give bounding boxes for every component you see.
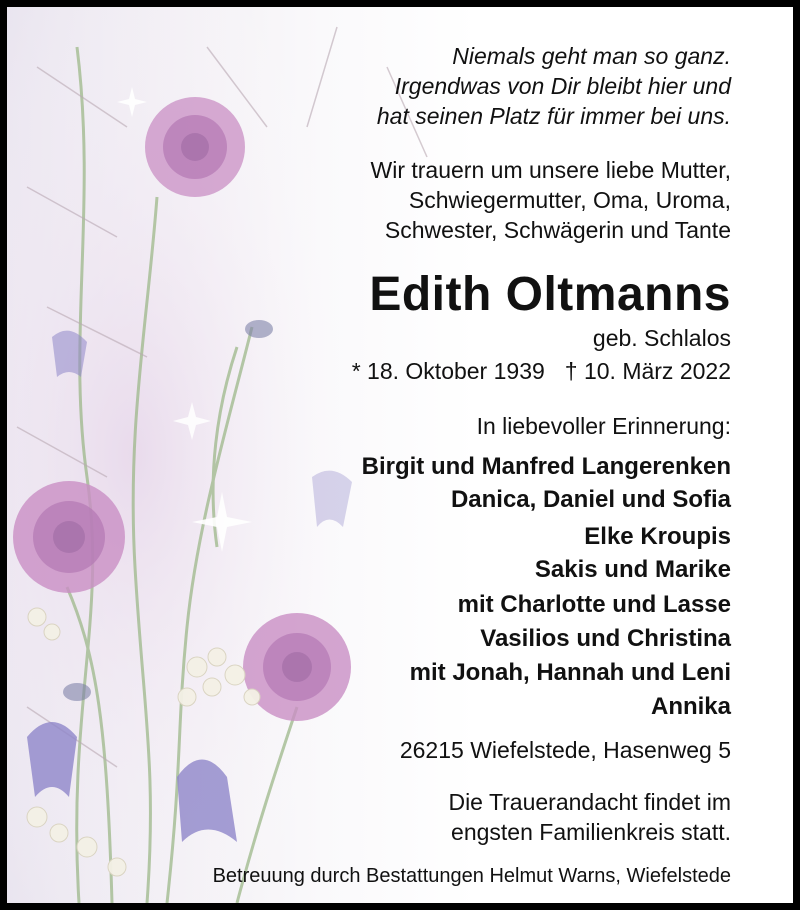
intro-line: Wir trauern um unsere liebe Mutter, (370, 157, 731, 183)
service-note-line: Die Trauerandacht findet im (448, 789, 731, 815)
mourner-line: Sakis und Marike (534, 556, 731, 583)
mourner-line: Danica, Daniel und Sofia (450, 486, 731, 513)
poem-line: Irgendwas von Dir bleibt hier und (394, 73, 731, 99)
mourner-line: Annika (650, 693, 731, 720)
intro-line: Schwiegermutter, Oma, Uroma, (408, 187, 731, 213)
pink-flower-icon (145, 97, 245, 197)
mourner-line: Elke Kroupis (584, 523, 731, 550)
address: 26215 Wiefelstede, Hasenweg 5 (399, 737, 731, 763)
life-dates (352, 358, 731, 385)
poem-line: Niemals geht man so ganz. (452, 43, 731, 69)
intro-line: Schwester, Schwägerin und Tante (384, 217, 731, 243)
pink-flower-icon (13, 481, 125, 593)
remembrance-label: In liebevoller Erinnerung: (476, 413, 731, 439)
pink-flower-icon (243, 613, 351, 721)
mourner-line: mit Charlotte und Lasse (457, 591, 731, 618)
mourner-line: Vasilios und Christina (480, 625, 731, 652)
bellflower-icon (27, 722, 77, 797)
poem-line: hat seinen Platz für immer bei uns. (376, 103, 731, 129)
mourner-line: Birgit und Manfred Langerenken (361, 453, 731, 480)
mourner-line: mit Jonah, Hannah und Leni (409, 659, 731, 686)
service-note-line: engsten Familienkreis statt. (451, 819, 731, 845)
bellflower-icon (52, 331, 87, 377)
death-date: † 10. März 2022 (564, 358, 731, 384)
birth-name: geb. Schlalos (592, 325, 731, 351)
deceased-name: Edith Oltmanns (369, 268, 731, 321)
funeral-home-credit: Betreuung durch Bestattungen Helmut Warns, Wiefelstede (212, 865, 731, 887)
birth-date: * 18. Oktober 1939 (351, 358, 545, 384)
